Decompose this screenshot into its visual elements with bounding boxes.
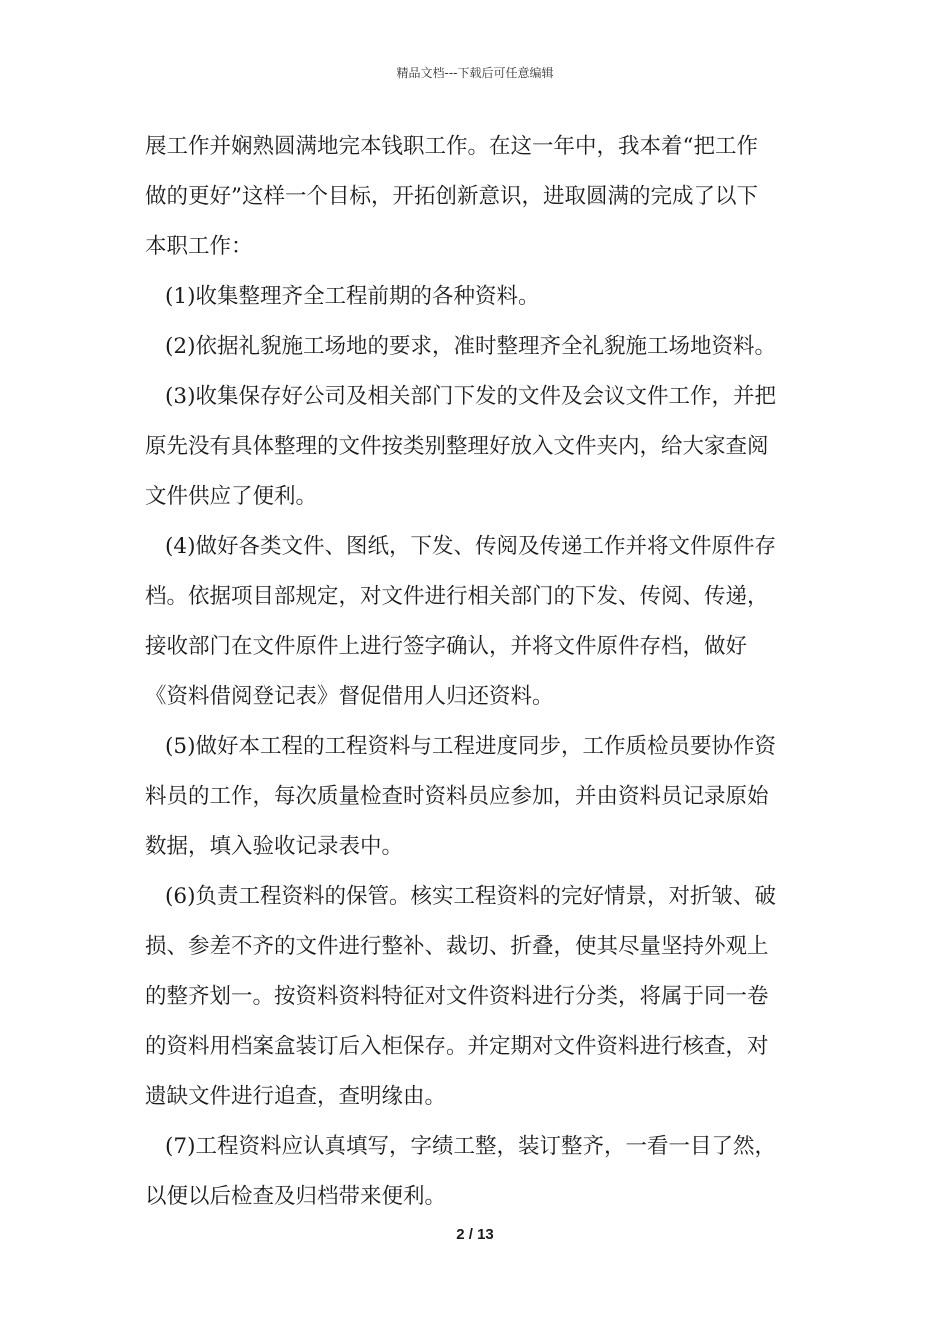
text-line: 的资料用档案盒装订后入柜保存。并定期对文件资料进行核查，对 — [145, 1034, 769, 1059]
list-item-2: (2)依据礼貎施工场地的要求，准时整理齐全礼貎施工场地资料。 — [165, 334, 776, 359]
list-item-6: (6)负责工程资料的保管。核实工程资料的完好情景，对折皱、破 — [165, 884, 776, 909]
text-line: 的整齐划一。按资料资料特征对文件资料进行分类，将属于同一卷 — [145, 984, 769, 1009]
text-line: 《资料借阅登记表》督促借用人归还资料。 — [145, 684, 554, 709]
text-line: 以便以后检查及归档带来便利。 — [145, 1184, 447, 1209]
list-item-3: (3)收集保存好公司及相关部门下发的文件及会议文件工作，并把 — [165, 384, 776, 409]
text-line: 损、参差不齐的文件进行整补、裁切、折叠，使其尽量坚持外观上 — [145, 934, 769, 959]
page-header: 精品文档---下载后可任意编辑 — [396, 66, 554, 80]
text-line: 本职工作： — [145, 234, 253, 259]
text-line: 遗缺文件进行追查，查明缘由。 — [145, 1084, 447, 1109]
text-line: 做的更好”这样一个目标，开拓创新意识，进取圆满的完成了以下 — [145, 184, 758, 209]
text-line: 数据，填入验收记录表中。 — [145, 834, 404, 859]
list-item-4: (4)做好各类文件、图纸，下发、传阅及传递工作并将文件原件存 — [165, 534, 776, 559]
list-item-5: (5)做好本工程的工程资料与工程进度同步，工作质检员要协作资 — [165, 734, 776, 759]
text-line: 文件供应了便利。 — [145, 484, 318, 509]
text-line: 展工作并娴熟圆满地完本钱职工作。在这一年中，我本着“把工作 — [145, 134, 758, 159]
document-body — [145, 122, 810, 1222]
text-line: 料员的工作，每次质量检查时资料员应参加，并由资料员记录原始 — [145, 784, 769, 809]
list-item-1: (1)收集整理齐全工程前期的各种资料。 — [165, 284, 540, 309]
text-line: 原先没有具体整理的文件按类别整理好放入文件夹内，给大家查阅 — [145, 434, 769, 459]
page-number: 2 / 13 — [456, 1226, 494, 1243]
text-line: 接收部门在文件原件上进行签字确认，并将文件原件存档，做好 — [145, 634, 748, 659]
text-line: 档。依据项目部规定，对文件进行相关部门的下发、传阅、传递， — [145, 584, 769, 609]
list-item-7: (7)工程资料应认真填写，字绩工整，装订整齐，一看一目了然， — [165, 1134, 776, 1159]
